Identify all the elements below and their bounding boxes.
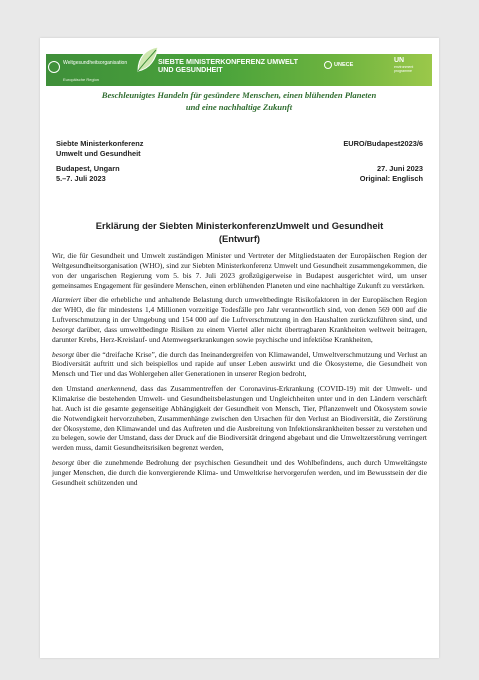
paragraph-4-text-b: , dass das Zusammentreffen der Coronavirus-Erkrankung (COVID-19) mit der Umwelt- und Klimakrise die bestehenden Umwelt- und Gesundheitsbelastungen und Ungleichheiten unter und in den Ländern verschärft hat. Auch ist die gesamte gegenseitige Abhängigkeit der Gesundheit von Mensch, Tier, Pflanzenwelt und Ökosystem sowie die Notwendigkeit hervorzuheben, Zusammenhänge zwischen den Ursachen für den Verlust an Biodiversität, die Zerstörung der Ökosysteme, den Klimawandel und das Auftreten und die Ausbreitung von Infektionskrankheiten besser zu verstehen und zu belegen, sowie der Umstand, dass der Druck auf die Biodiversität dringend abgebaut und die Umweltzerstörung verringert werden muss, damit Gesundheitsrisiken begrenzt werden, (52, 384, 427, 453)
document-title-line1: Erklärung der Siebten MinisterkonferenzUmwelt und Gesundheit (95, 220, 384, 231)
meta-reference (343, 139, 423, 149)
slogan (46, 89, 432, 113)
conference-banner (46, 41, 432, 119)
who-region: Europäische Region (63, 77, 100, 82)
who-logo (48, 57, 128, 85)
meta-org-line2: Umwelt und Gesundheit (56, 148, 141, 158)
paragraph-4 (52, 384, 427, 453)
paragraph-3-emphasis: besorgt (52, 349, 75, 359)
slogan-line1: Beschleunigtes Handeln für gesündere Menschen, einen blühenden Planeten (101, 90, 377, 100)
paragraph-3 (52, 350, 427, 380)
paragraph-2-emphasis-2: besorgt (52, 324, 75, 334)
unece-logo: UNECE (334, 62, 354, 68)
paragraph-2-emphasis-1: Alarmiert (52, 295, 81, 305)
paragraph-5-text: über die zunehmende Bedrohung der psychischen Gesundheit und des Wohlbefindens, auch durch Umweltängste junger Menschen, die durch die konvergierende Klima- und Umweltkrise hervorgerufen werden, und im Bewusstsein der die Gesundheit schützenden und (52, 458, 427, 487)
paragraph-5 (52, 458, 427, 488)
conference-title-line2: UND GESUNDHEIT (158, 65, 223, 74)
paragraph-4-text-a: den Umstand (52, 384, 97, 394)
document-original-language: Original: Englisch (359, 173, 423, 183)
meta-org-line1: Siebte Ministerkonferenz (56, 139, 144, 148)
un-emblem-icon (324, 61, 332, 69)
unep-subtitle: environment programme (394, 65, 414, 73)
meta-date (360, 164, 423, 183)
paragraph-3-text: über die “dreifache Krise”, die durch das Ineinandergreifen von Klimawandel, Umweltverschmutzung und Verlust an Biodiversität auftritt und sich beispiellos und rapide auf unser Leben auswirkt und die Ökosysteme, die Gesundheit von Mensch und Tier und das Wohlergehen aller Generationen in unserer Region bedroht, (52, 349, 427, 379)
document-title (40, 220, 439, 245)
meta-organizer (56, 139, 143, 158)
venue-dates: 5.–7. Juli 2023 (56, 173, 106, 183)
paragraph-5-emphasis: besorgt (52, 458, 75, 468)
who-name: Weltgesundheitsorganisation (63, 60, 128, 66)
document-body (52, 251, 427, 493)
conference-title-line1: SIEBTE MINISTERKONFERENZ UMWELT (158, 57, 299, 66)
document-date: 27. Juni 2023 (376, 164, 423, 173)
who-emblem-icon (48, 61, 60, 73)
venue-place: Budapest, Ungarn (56, 164, 120, 173)
unep-logo: UN (394, 57, 405, 64)
meta-venue (56, 164, 120, 183)
paragraph-2 (52, 295, 427, 344)
conference-title (158, 58, 298, 74)
document-title-line2: (Entwurf) (218, 232, 261, 244)
document-reference: EURO/Budapest2023/6 (343, 139, 423, 148)
slogan-line2: und eine nachhaltige Zukunft (185, 102, 293, 112)
paragraph-2-text-a: über die erhebliche und anhaltende Belastung durch umweltbedingte Risikofaktoren in der Europäischen Region der WHO, die für mindestens 1,4 Millionen vorzeitige Todesfälle pro Jahr verantwortlich sind, von denen 569 000 auf die Luftverschmutzung in der Umgebung und 154 000 auf die Luftverschmutzung in den Haushalten zurückzuführen sind, und (52, 295, 427, 325)
leaf-logo-icon (134, 45, 160, 75)
paragraph-1: Wir, die für Gesundheit und Umwelt zuständigen Minister und Vertreter der Mitgliedstaaten der Europäischen Region der Weltgesundheitsorganisation (WHO), sind zur Siebten Ministerkonferenz Umwelt und Gesundheit zusammengekommen, die von der ungarischen Regierung vom 5. bis 7. Juli 2023 großzügigerweise in Budapest ausgerichtet wird, um unser gemeinsames Engagement für gesündere Menschen, einen erblühenden Planeten und eine nachhaltige Zukunft zu verstärken. (52, 251, 427, 290)
paragraph-4-emphasis: anerkennend (96, 384, 136, 394)
paragraph-2-text-b: darüber, dass umweltbedingte Risiken zu einem Viertel aller nicht übertragbaren Krankheiten weltweit beitragen, darunter Krebs, Herz-Kreislauf- und Atemwegserkrankungen sowie psychische und infektiöse Krankheiten, (52, 324, 427, 344)
document-page (40, 38, 439, 658)
